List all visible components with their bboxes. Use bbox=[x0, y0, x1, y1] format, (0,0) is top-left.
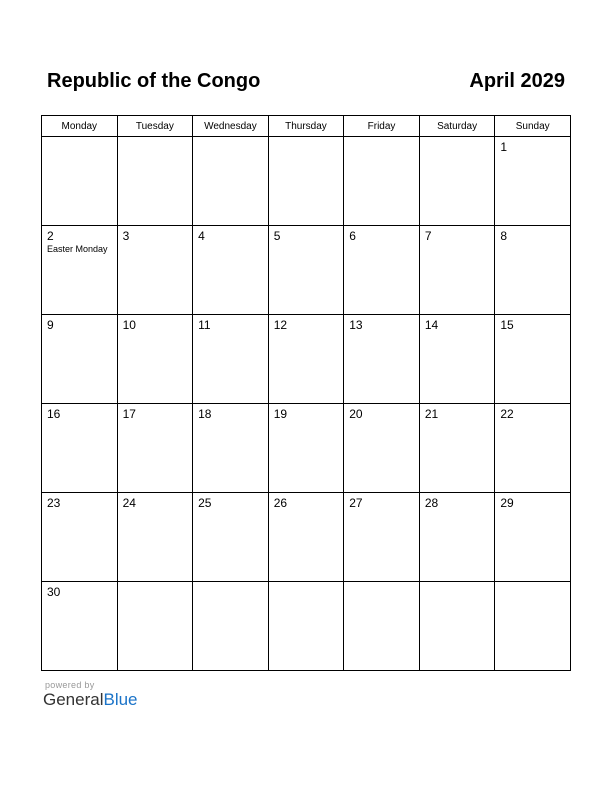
week-row bbox=[42, 137, 571, 226]
day-event bbox=[420, 243, 495, 244]
day-number: 7 bbox=[424, 229, 432, 243]
day-number: 12 bbox=[273, 318, 288, 332]
day-event bbox=[420, 141, 495, 142]
day-cell bbox=[268, 226, 344, 315]
day-number: 17 bbox=[122, 407, 136, 421]
day-number: 29 bbox=[500, 496, 514, 510]
day-cell bbox=[42, 582, 118, 671]
day-cell bbox=[419, 137, 495, 226]
day-event bbox=[420, 332, 495, 333]
week-row bbox=[42, 315, 571, 404]
day-number: 6 bbox=[349, 229, 356, 243]
day-cell bbox=[268, 582, 344, 671]
day-number: 14 bbox=[424, 318, 439, 332]
day-cell bbox=[419, 582, 495, 671]
day-event bbox=[42, 510, 117, 511]
day-cell bbox=[117, 137, 193, 226]
day-cell bbox=[495, 315, 571, 404]
day-event: Easter Monday bbox=[47, 244, 108, 254]
day-cell bbox=[117, 404, 193, 493]
day-cell bbox=[344, 226, 420, 315]
day-number: 5 bbox=[273, 229, 281, 243]
day-event bbox=[344, 421, 419, 422]
day-number: 19 bbox=[273, 407, 288, 421]
day-number: 1 bbox=[500, 140, 508, 154]
day-number: 23 bbox=[47, 496, 61, 510]
day-event bbox=[118, 332, 193, 333]
day-cell bbox=[42, 493, 118, 582]
day-number: 22 bbox=[500, 407, 514, 421]
day-cell bbox=[344, 315, 420, 404]
day-event bbox=[269, 510, 344, 511]
day-number: 15 bbox=[500, 318, 514, 332]
day-event bbox=[42, 332, 117, 333]
weekday-header: Thursday bbox=[268, 116, 344, 137]
day-number: 24 bbox=[122, 496, 136, 510]
day-cell bbox=[344, 404, 420, 493]
day-cell bbox=[344, 582, 420, 671]
weekday-header: Monday bbox=[42, 116, 118, 137]
day-event bbox=[344, 586, 419, 587]
day-cell bbox=[117, 493, 193, 582]
brand-general-text: General bbox=[43, 690, 104, 709]
day-event bbox=[495, 586, 570, 587]
day-cell bbox=[193, 315, 269, 404]
day-number: 2 bbox=[47, 229, 54, 243]
footer-branding bbox=[43, 680, 138, 710]
month-title: April 2029 bbox=[469, 70, 565, 92]
week-row bbox=[42, 493, 571, 582]
day-cell bbox=[268, 404, 344, 493]
day-event bbox=[344, 510, 419, 511]
day-event bbox=[118, 510, 193, 511]
day-cell bbox=[268, 493, 344, 582]
day-number: 26 bbox=[273, 496, 288, 510]
day-event bbox=[193, 421, 268, 422]
day-number: 8 bbox=[500, 229, 508, 243]
day-event bbox=[42, 141, 117, 142]
calendar-grid bbox=[41, 115, 571, 671]
day-cell bbox=[117, 315, 193, 404]
day-cell bbox=[495, 137, 571, 226]
day-number: 10 bbox=[122, 318, 136, 332]
weekday-header-row bbox=[42, 116, 571, 137]
day-number: 20 bbox=[349, 407, 363, 421]
day-event bbox=[269, 332, 344, 333]
day-event bbox=[269, 141, 344, 142]
day-event bbox=[193, 332, 268, 333]
day-number: 3 bbox=[122, 229, 130, 243]
day-cell bbox=[268, 137, 344, 226]
generalblue-logo[interactable] bbox=[43, 690, 138, 710]
day-event bbox=[42, 421, 117, 422]
weekday-header: Wednesday bbox=[193, 116, 269, 137]
weekday-header: Friday bbox=[344, 116, 420, 137]
day-event bbox=[495, 154, 570, 155]
day-event bbox=[269, 421, 344, 422]
day-event bbox=[495, 421, 570, 422]
day-event bbox=[193, 243, 268, 244]
day-cell bbox=[42, 137, 118, 226]
day-number: 4 bbox=[198, 229, 205, 243]
weekday-header: Saturday bbox=[419, 116, 495, 137]
day-cell bbox=[495, 226, 571, 315]
day-number: 9 bbox=[47, 318, 54, 332]
day-event bbox=[420, 421, 495, 422]
day-event bbox=[193, 586, 268, 587]
day-event bbox=[495, 510, 570, 511]
day-cell bbox=[419, 493, 495, 582]
day-number: 13 bbox=[349, 318, 363, 332]
calendar-header bbox=[47, 70, 565, 98]
day-cell bbox=[117, 582, 193, 671]
day-event bbox=[42, 599, 117, 600]
day-event bbox=[193, 510, 268, 511]
powered-by-label: powered by bbox=[45, 680, 95, 690]
day-cell bbox=[495, 582, 571, 671]
day-number: 21 bbox=[424, 407, 439, 421]
day-cell bbox=[42, 404, 118, 493]
day-event bbox=[495, 332, 570, 333]
day-event bbox=[269, 243, 344, 244]
day-cell bbox=[268, 315, 344, 404]
day-number: 28 bbox=[424, 496, 439, 510]
day-event bbox=[269, 586, 344, 587]
brand-blue-text: Blue bbox=[103, 690, 138, 709]
day-number: 27 bbox=[349, 496, 363, 510]
day-event bbox=[118, 586, 193, 587]
day-cell bbox=[193, 493, 269, 582]
day-event bbox=[193, 141, 268, 142]
day-cell bbox=[419, 315, 495, 404]
day-number: 11 bbox=[198, 318, 211, 332]
day-event bbox=[420, 510, 495, 511]
day-cell bbox=[193, 404, 269, 493]
day-event bbox=[495, 243, 570, 244]
day-cell bbox=[193, 137, 269, 226]
weekday-header: Tuesday bbox=[117, 116, 193, 137]
day-cell bbox=[495, 404, 571, 493]
day-cell bbox=[42, 315, 118, 404]
day-event bbox=[420, 586, 495, 587]
day-event bbox=[344, 141, 419, 142]
week-row bbox=[42, 582, 571, 671]
week-row bbox=[42, 226, 571, 315]
day-event bbox=[118, 243, 193, 244]
day-number: 16 bbox=[47, 407, 61, 421]
day-cell bbox=[344, 137, 420, 226]
week-row bbox=[42, 404, 571, 493]
day-event bbox=[118, 141, 193, 142]
day-event bbox=[344, 243, 419, 244]
day-number: 25 bbox=[198, 496, 212, 510]
day-cell bbox=[193, 582, 269, 671]
weekday-header: Sunday bbox=[495, 116, 571, 137]
country-title: Republic of the Congo bbox=[47, 70, 261, 92]
day-cell bbox=[42, 226, 118, 315]
day-number: 18 bbox=[198, 407, 212, 421]
day-cell bbox=[495, 493, 571, 582]
day-cell bbox=[419, 226, 495, 315]
day-cell bbox=[419, 404, 495, 493]
day-number: 30 bbox=[47, 585, 61, 599]
day-cell bbox=[117, 226, 193, 315]
day-event bbox=[118, 421, 193, 422]
day-cell bbox=[344, 493, 420, 582]
day-event bbox=[344, 332, 419, 333]
day-cell bbox=[193, 226, 269, 315]
